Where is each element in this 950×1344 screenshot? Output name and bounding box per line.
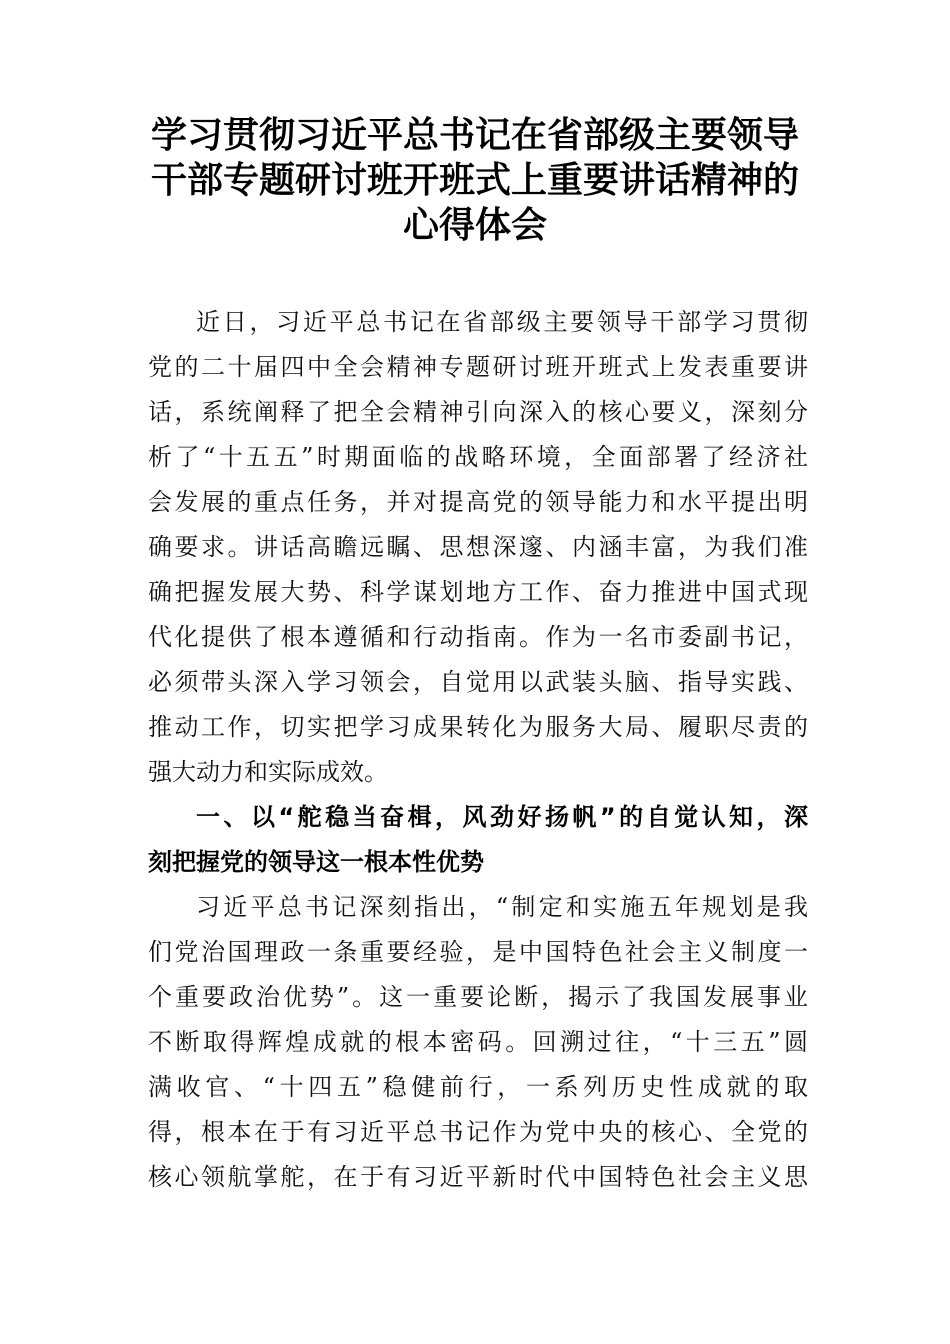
section-line-4: 不断取得辉煌成就的根本密码。回溯过往，“十三五”圆 (148, 1028, 808, 1056)
intro-line-11: 强大动力和实际成效。 (148, 758, 388, 786)
section-line-5: 满收官、“十四五”稳健前行，一系列历史性成就的取 (148, 1073, 808, 1101)
intro-paragraph (148, 300, 808, 795)
intro-line-10: 推动工作，切实把学习成果转化为服务大局、履职尽责的 (148, 713, 808, 741)
title-line-1: 学习贯彻习近平总书记在省部级主要领导 (150, 114, 799, 156)
section-line-3: 个重要政治优势”。这一重要论断，揭示了我国发展事业 (148, 983, 808, 1011)
intro-line-5: 会发展的重点任务，并对提高党的领导能力和水平提出明 (148, 488, 808, 516)
intro-line-1: 近日，习近平总书记在省部级主要领导干部学习贯彻 (196, 308, 808, 336)
section-paragraph (148, 885, 808, 1200)
intro-line-7: 确把握发展大势、科学谋划地方工作、奋力推进中国式现 (148, 578, 808, 606)
intro-line-9: 必须带头深入学习领会，自觉用以武装头脑、指导实践、 (148, 668, 808, 696)
title-line-3: 心得体会 (402, 204, 547, 246)
section-line-6: 得，根本在于有习近平总书记作为党中央的核心、全党的 (148, 1118, 808, 1146)
intro-line-2: 党的二十届四中全会精神专题研讨班开班式上发表重要讲 (148, 353, 808, 381)
intro-line-6: 确要求。讲话高瞻远瞩、思想深邃、内涵丰富，为我们准 (148, 533, 808, 561)
section-line-7: 核心领航掌舵，在于有习近平新时代中国特色社会主义思 (148, 1163, 808, 1191)
intro-line-8: 代化提供了根本遵循和行动指南。作为一名市委副书记， (148, 623, 808, 651)
document-body (148, 300, 808, 1200)
intro-line-4: 析了“十五五”时期面临的战略环境，全面部署了经济社 (148, 443, 808, 471)
intro-line-3: 话，系统阐释了把全会精神引向深入的核心要义，深刻分 (148, 398, 808, 426)
document-title (130, 113, 820, 248)
section-line-1: 习近平总书记深刻指出，“制定和实施五年规划是我 (196, 893, 808, 921)
section-line-2: 们党治国理政一条重要经验，是中国特色社会主义制度一 (148, 938, 808, 966)
section-heading-line-2: 刻把握党的领导这一根本性优势 (148, 848, 484, 876)
title-line-2: 干部专题研讨班开班式上重要讲话精神的 (150, 159, 799, 201)
section-heading-line-1: 一、以“舵稳当奋楫，风劲好扬帆”的自觉认知，深 (196, 803, 808, 831)
section-heading (148, 795, 808, 885)
